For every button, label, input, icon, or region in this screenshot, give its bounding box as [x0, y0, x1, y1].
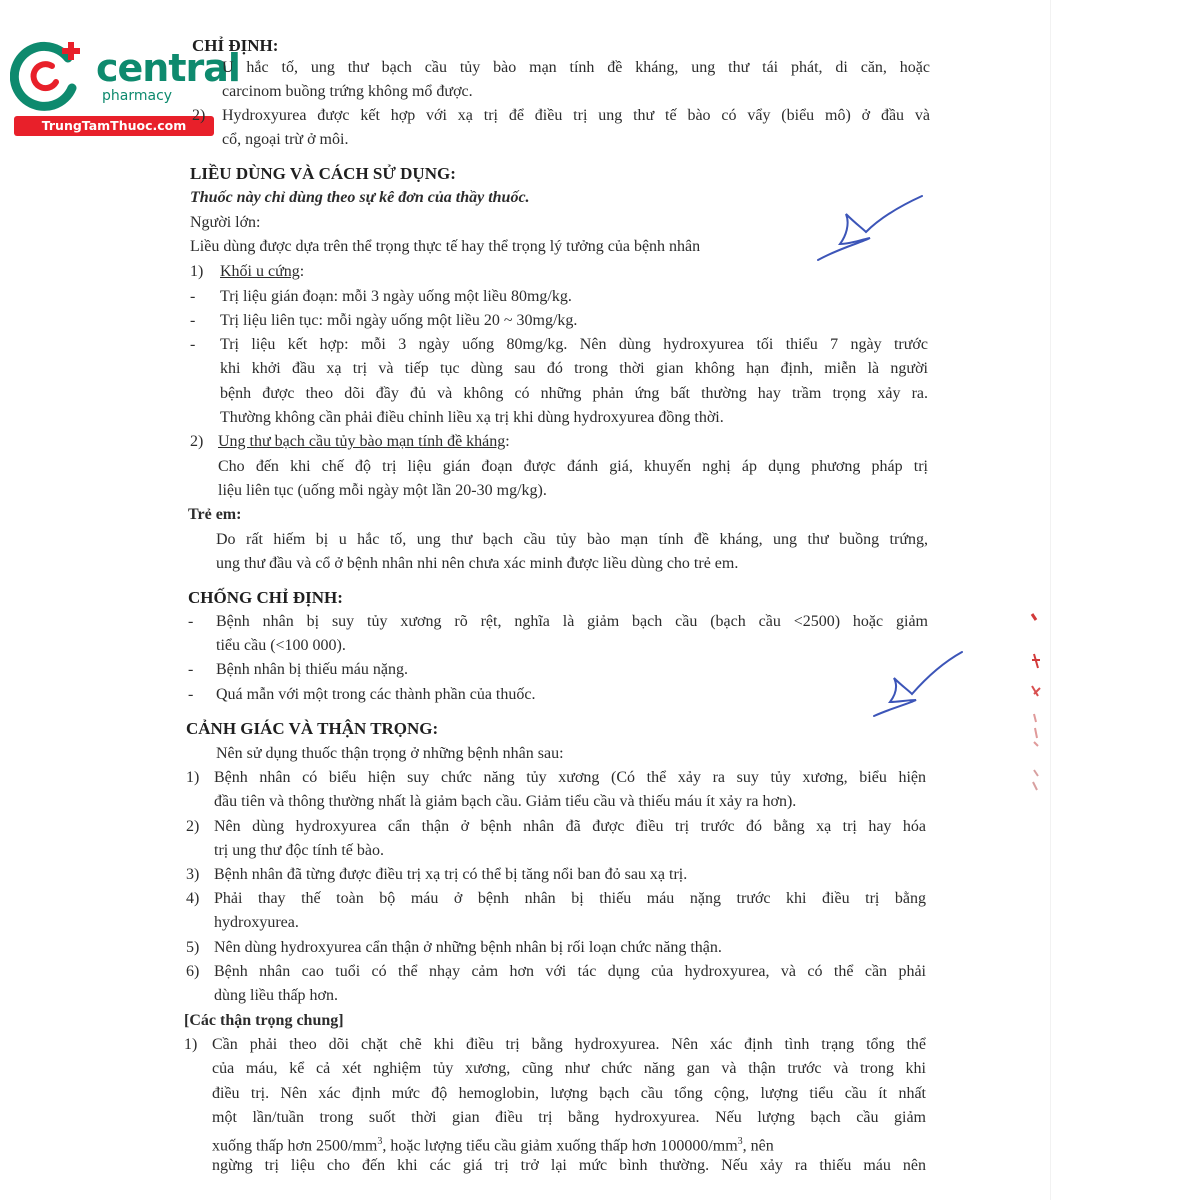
tre-em-line-2: ung thư đầu và cổ ở bệnh nhân nhi nên chưa xác minh được liều dùng cho trẻ em. — [216, 555, 739, 572]
caution-6-line-1: Bệnh nhân cao tuổi có thể nhạy cảm hơn với tác dụng của hydroxyurea, và có thể cần phải — [214, 963, 926, 980]
pharmacy-cross-icon — [10, 36, 96, 116]
logo-website-badge[interactable]: TrungTamThuoc.com — [14, 116, 214, 136]
lieu-dung-number-2: 2) — [190, 433, 204, 450]
dose-combined-line-2: khi khởi đầu xạ trị và tiếp tục dùng sau đó trong thời gian không hạn định, miễn là người — [220, 360, 928, 377]
caution-6-line-2: dùng liều thấp hơn. — [214, 987, 338, 1004]
signature-mark-1 — [810, 188, 930, 268]
canh-giac-intro: Nên sử dụng thuốc thận trọng ở những bệnh nhân sau: — [216, 745, 564, 762]
contraindication-1-line-1: Bệnh nhân bị suy tủy xương rõ rệt, nghĩa là giảm bạch cầu (bạch cầu <2500) hoặc giảm — [216, 613, 928, 630]
dash-bullet: - — [190, 336, 196, 353]
caution-1-line-2: đầu tiên và thông thường nhất là giảm bạch cầu. Giảm tiểu cầu và thiếu máu ít xảy ra hơn). — [214, 793, 797, 810]
caution-3: Bệnh nhân đã từng được điều trị xạ trị có thể bị tăng nổi ban đỏ sau xạ trị. — [214, 866, 688, 883]
signature-mark-2 — [868, 648, 968, 724]
khoi-u-cung-label: Khối u cứng — [220, 263, 300, 280]
section-title-lieu-dung: LIỀU DÙNG VÀ CÁCH SỬ DỤNG: — [190, 164, 456, 183]
dash-bullet: - — [188, 686, 194, 703]
general-caution-line-3: điều trị. Nên xác định mức độ hemoglobin, lượng bạch cầu tổng cộng, lượng tiểu cầu ít nhất — [212, 1085, 926, 1102]
page-edge — [1050, 0, 1051, 1200]
dash-bullet: - — [188, 613, 194, 630]
caution-2-line-2: trị ung thư độc tính tế bào. — [214, 842, 384, 859]
caution-4-line-1: Phải thay thế toàn bộ máu ở bệnh nhân bị thiếu máu nặng trước khi điều trị bằng — [214, 890, 926, 907]
lieu-dung-number-1: 1) — [190, 263, 204, 280]
general-caution-line-5 — [212, 1132, 926, 1156]
lieu-dung-intro: Liều dùng được dựa trên thể trọng thực tế hay thể trọng lý tưởng của bệnh nhân — [190, 238, 701, 255]
caution-4-line-2: hydroxyurea. — [214, 914, 299, 931]
caution-1-line-1: Bệnh nhân có biểu hiện suy chức năng tủy xương (Có thể xảy ra suy tủy xương, biểu hiện — [214, 769, 926, 786]
canh-giac-number-3: 3) — [186, 866, 200, 883]
dose-combined-line-1: Trị liệu kết hợp: mỗi 3 ngày uống 80mg/kg. Nên dùng hydroxyurea tối thiểu 7 ngày trước — [220, 336, 928, 353]
logo-brand-text: central — [96, 46, 240, 90]
chi-dinh-line-4: cổ, ngoại trừ ở môi. — [222, 131, 349, 148]
dose-combined-line-3: bệnh được theo dõi đầy đủ và không có những phản ứng bất thường hay trầm trọng xảy ra. — [220, 385, 928, 402]
section-title-canh-giac: CẢNH GIÁC VÀ THẬN TRỌNG: — [186, 719, 439, 738]
general-caution-line-4: một lần/tuần trong suốt thời gian điều trị bằng hydroxyurea. Nếu lượng bạch cầu giảm — [212, 1109, 926, 1126]
subheading-tre-em: Trẻ em: — [188, 506, 242, 523]
canh-giac-number-4: 4) — [186, 890, 200, 907]
canh-giac-number-5: 5) — [186, 939, 200, 956]
chi-dinh-line-3: Hydroxyurea được kết hợp với xạ trị để điều trị ung thư tế bào có vẩy (biểu mô) ở đầu và — [222, 107, 930, 124]
chi-dinh-number-2: 2) — [192, 107, 206, 124]
logo-sub-text: pharmacy — [102, 88, 173, 104]
contraindication-3: Quá mẫn với một trong các thành phần của thuốc. — [216, 686, 536, 703]
ung-thu-line-2: liệu liên tục (uống mỗi ngày một lần 20-30 mg/kg). — [218, 482, 547, 499]
dash-bullet: - — [188, 661, 194, 678]
subheading-nguoi-lon: Người lớn: — [190, 214, 261, 231]
canh-giac-number-1: 1) — [186, 769, 200, 786]
subitem-khoi-u-cung — [220, 262, 304, 282]
khoi-u-colon: : — [299, 263, 305, 280]
general-caution-line-6: ngừng trị liệu cho đến khi các giá trị trở lại mức bình thường. Nếu xảy ra thiếu máu nên — [212, 1157, 926, 1174]
ung-thu-line-1: Cho đến khi chế độ trị liệu gián đoạn được đánh giá, khuyến nghị áp dụng phương pháp trị — [218, 458, 928, 475]
section-title-chong-chi-dinh: CHỐNG CHỈ ĐỊNH: — [188, 588, 343, 607]
chi-dinh-line-2: carcinom buồng trứng không mổ được. — [222, 83, 473, 100]
canh-giac-number-6: 6) — [186, 963, 200, 980]
ung-thu-colon: : — [505, 433, 510, 450]
general-caution-line-2: của máu, kể cả xét nghiệm tủy xương, cũng như chức năng gan và thận trước và trong khi — [212, 1060, 926, 1077]
ung-thu-bach-cau-label: Ung thư bạch cầu tủy bào mạn tính đề kháng — [218, 433, 506, 450]
tre-em-line-1: Do rất hiếm bị u hắc tố, ung thư bạch cầu tủy bào mạn tính đề kháng, ung thư buồng trứng, — [216, 531, 928, 548]
subsection-title-than-trong-chung: [Các thận trọng chung] — [184, 1012, 344, 1029]
g5-part-a: xuống thấp hơn $2500/mm^3$, hoặc lượng tiểu cầu giảm xuống thấp hơn $100000/mm^3$, nên — [212, 1136, 774, 1155]
dose-continuous: Trị liệu liên tục: mỗi ngày uống một liều 20 ~ 30mg/kg. — [220, 312, 578, 329]
subitem-ung-thu-bach-cau — [218, 432, 510, 452]
dash-bullet: - — [190, 312, 196, 329]
caution-5: Nên dùng hydroxyurea cẩn thận ở những bệnh nhân bị rối loạn chức năng thận. — [214, 939, 722, 956]
dose-intermittent: Trị liệu gián đoạn: mỗi 3 ngày uống một liều 80mg/kg. — [220, 288, 572, 305]
caution-2-line-1: Nên dùng hydroxyurea cẩn thận ở bệnh nhân đã được điều trị trước đó bằng xạ trị hay hóa — [214, 818, 926, 835]
section-title-chi-dinh: CHỈ ĐỊNH: — [192, 36, 279, 55]
than-trong-number-1: 1) — [184, 1036, 198, 1053]
general-caution-line-1: Cần phải theo dõi chặt chẽ khi điều trị bằng hydroxyurea. Nên xác định tình trạng tổng thể — [212, 1036, 926, 1053]
prescription-note: Thuốc này chỉ dùng theo sự kê đơn của thầy thuốc. — [190, 189, 530, 206]
dose-combined-line-4: Thường không cần phải điều chỉnh liều xạ trị khi dùng hydroxyurea đồng thời. — [220, 409, 724, 426]
dash-bullet: - — [190, 288, 196, 305]
canh-giac-number-2: 2) — [186, 818, 200, 835]
margin-stamp-marks — [1026, 610, 1046, 800]
contraindication-2: Bệnh nhân bị thiếu máu nặng. — [216, 661, 408, 678]
chi-dinh-line-1: U hắc tố, ung thư bạch cầu tủy bào mạn tính đề kháng, ung thư tái phát, di căn, hoặc — [222, 59, 930, 76]
contraindication-1-line-2: tiểu cầu (<100 000). — [216, 637, 346, 654]
